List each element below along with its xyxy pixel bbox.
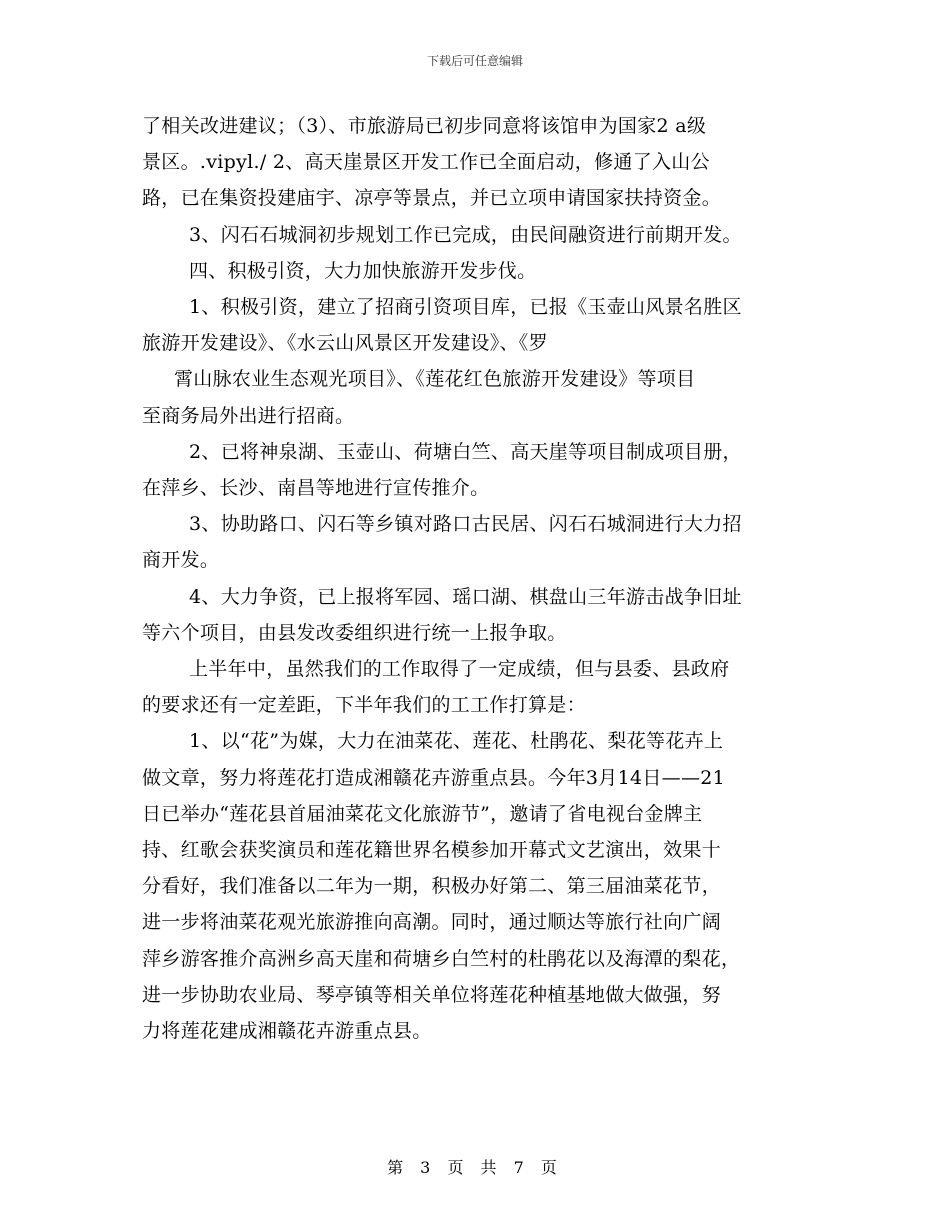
text-line: 景区。.vipyl./ 2、高天崖景区开发工作已全面启动，修通了入山公 <box>142 151 710 174</box>
text-line: 3、协助路口、闪石等乡镇对路口古民居、闪石石城洞进行大力招 <box>189 513 742 536</box>
text-line: 进一步将油菜花观光旅游推向高潮。同时，通过顺达等旅行社向广阔 <box>142 911 722 934</box>
text-line: 至商务局外出进行招商。 <box>142 404 355 427</box>
text-line: 4、大力争资，已上报将军园、瑶口湖、棋盘山三年游击战争旧址 <box>189 585 742 608</box>
text-line: 做文章，努力将莲花打造成湘赣花卉游重点县。今年3月14日——21 <box>142 766 726 789</box>
text-line: 霄山脉农业生态观光项目》、《莲花红色旅游开发建设》等项目 <box>174 368 696 391</box>
text-line: 萍乡游客推介高洲乡高天崖和荷塘乡白竺村的杜鹃花以及海潭的梨花， <box>142 947 741 970</box>
text-line: 了相关改进建议；（3）、市旅游局已初步同意将该馆申为国家2 a级 <box>142 115 707 137</box>
section-heading: 四、积极引资，大力加快旅游开发步伐。 <box>189 259 537 282</box>
text-line: 力将莲花建成湘赣花卉游重点县。 <box>142 1020 432 1043</box>
text-line: 路，已在集资投建庙宇、凉亭等景点，并已立项申请国家扶持资金。 <box>142 187 722 210</box>
text-line: 分看好，我们准备以二年为一期，积极办好第二、第三届油菜花节， <box>142 875 722 898</box>
text-line: 持、红歌会获奖演员和莲花籍世界名模参加开幕式文艺演出，效果十 <box>142 839 722 862</box>
text-line: 旅游开发建设》、《水云山风景区开发建设》、《罗 <box>142 332 548 355</box>
text-line: 上半年中，虽然我们的工作取得了一定成绩，但与县委、县政府 <box>189 658 730 681</box>
document-body <box>142 108 810 1049</box>
text-line: 1、以“花”为媒，大力在油菜花、莲花、杜鹃花、梨花等花卉上 <box>189 730 724 753</box>
text-line: 3、闪石石城洞初步规划工作已完成，由民间融资进行前期开发。 <box>189 223 742 246</box>
text-line: 在萍乡、长沙、南昌等地进行宣传推介。 <box>142 477 490 500</box>
text-line: 商开发。 <box>142 549 220 572</box>
text-line: 1、积极引资，建立了招商引资项目库，已报《玉壶山风景名胜区 <box>189 296 742 319</box>
text-line: 2、已将神泉湖、玉壶山、荷塘白竺、高天崖等项目制成项目册， <box>189 440 742 463</box>
text-line: 的要求还有一定差距，下半年我们的工工作打算是： <box>142 694 586 717</box>
text-line: 等六个项目，由县发改委组织进行统一上报争取。 <box>142 621 567 644</box>
page-header: 下载后可任意编辑 <box>426 54 523 68</box>
page-number: 第 3 页 共 7 页 <box>387 1158 563 1177</box>
text-line: 进一步协助农业局、琴亭镇等相关单位将莲花种植基地做大做强，努 <box>142 983 722 1006</box>
text-line: 日已举办“莲花县首届油菜花文化旅游节”，邀请了省电视台金牌主 <box>142 802 703 825</box>
